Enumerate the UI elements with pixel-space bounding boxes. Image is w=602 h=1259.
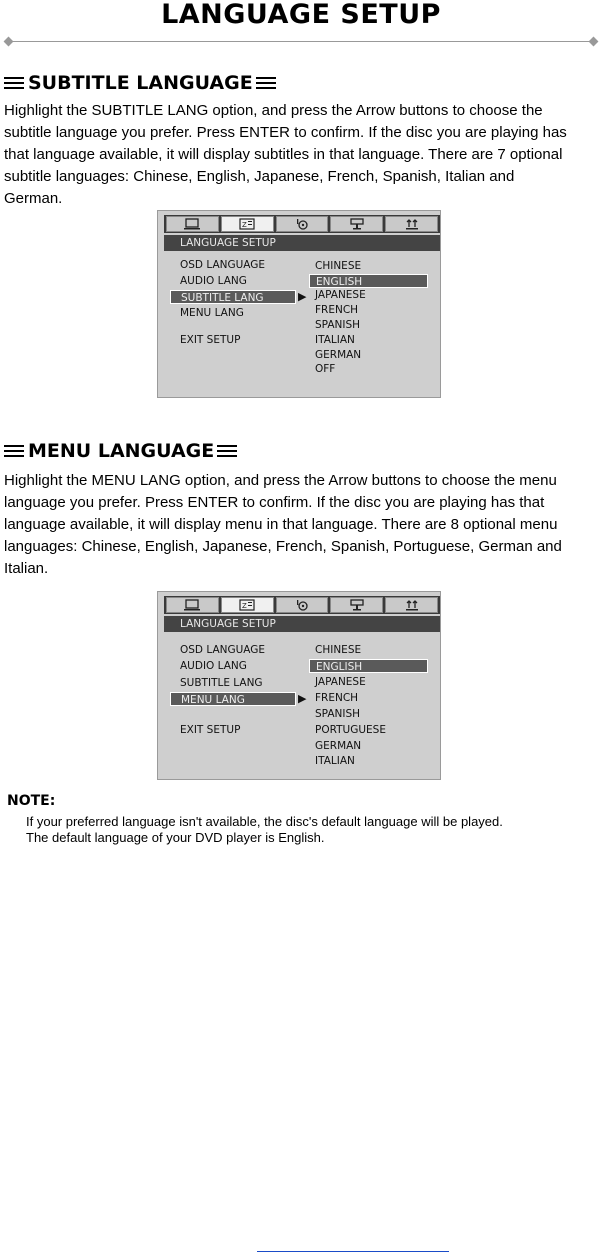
osd-language-option: CHINESE: [315, 260, 362, 272]
osd-language-option: OFF: [315, 363, 336, 375]
osd-menu-item: OSD LANGUAGE: [180, 644, 266, 656]
heading-bars-icon: [4, 77, 24, 89]
osd-menu-item: AUDIO LANG: [180, 660, 247, 672]
osd-language-option: SPANISH: [315, 319, 361, 331]
osd-header: LANGUAGE SETUP: [164, 616, 440, 632]
osd-language-option: SPANISH: [315, 708, 361, 720]
audio-setup-icon: [276, 216, 329, 232]
svg-text:Z: Z: [242, 602, 247, 610]
paragraph-line: Highlight the MENU LANG option, and press the Arrow buttons to choose the menu: [4, 472, 557, 489]
page-title: LANGUAGE SETUP: [161, 0, 441, 30]
video-setup-icon: [330, 216, 383, 232]
svg-text:Z: Z: [242, 221, 247, 229]
note-line: The default language of your DVD player is English.: [26, 830, 325, 845]
osd-language-option: ITALIAN: [315, 755, 355, 767]
osd-menu-item-selected: MENU LANG: [170, 692, 296, 706]
paragraph-line: language you prefer. Press ENTER to confirm. If the disc you are playing has that: [4, 494, 545, 511]
menu-language-heading-text: MENU LANGUAGE: [28, 440, 215, 462]
paragraph-line: language available, it will display menu in that language. There are 8 optional menu: [4, 516, 558, 533]
osd-language-option: JAPANESE: [315, 676, 366, 688]
heading-bars-icon: [4, 445, 24, 457]
osd-language-option: ITALIAN: [315, 334, 355, 346]
osd-menu-item: OSD LANGUAGE: [180, 259, 266, 271]
osd-menu-item: AUDIO LANG: [180, 275, 247, 287]
osd-menu-item-selected: SUBTITLE LANG: [170, 290, 296, 304]
paragraph-line: that language available, it will display subtitles in that language. There are 7 optional: [4, 146, 563, 163]
paragraph-line: subtitle language you prefer. Press ENTER to confirm. If the disc you are playing has: [4, 124, 567, 141]
subtitle-language-heading-text: SUBTITLE LANGUAGE: [28, 72, 253, 94]
diamond-left-icon: [4, 37, 14, 47]
paragraph-line: German.: [4, 190, 63, 207]
footer-link-underline[interactable]: [257, 1251, 449, 1252]
video-setup-icon: [330, 597, 383, 613]
subtitle-language-heading: [4, 72, 276, 94]
osd-language-option: JAPANESE: [315, 289, 366, 301]
paragraph-line: Highlight the SUBTITLE LANG option, and press the Arrow buttons to choose the: [4, 102, 543, 119]
osd-language-option-selected: ENGLISH: [309, 274, 428, 288]
play-arrow-icon: ▶: [298, 692, 307, 705]
subtitle-osd-screenshot: [157, 210, 441, 398]
play-arrow-icon: ▶: [298, 290, 307, 303]
osd-icon-bar: [164, 215, 440, 233]
menu-language-heading: [4, 440, 237, 462]
paragraph-line: subtitle languages: Chinese, English, Japanese, French, Spanish, Italian and: [4, 168, 515, 185]
paragraph-line: languages: Chinese, English, Japanese, French, Spanish, Portuguese, German and: [4, 538, 562, 555]
menu-osd-screenshot: [157, 591, 441, 780]
paragraph-line: Italian.: [4, 560, 49, 577]
general-setup-icon: [166, 597, 219, 613]
note-title: NOTE:: [7, 793, 56, 809]
preference-setup-icon: [385, 216, 438, 232]
osd-menu-item: EXIT SETUP: [180, 724, 241, 736]
osd-menu-item: EXIT SETUP: [180, 334, 241, 346]
title-divider: [4, 36, 598, 48]
osd-menu-item: MENU LANG: [180, 307, 244, 319]
osd-language-option: GERMAN: [315, 349, 362, 361]
preference-setup-icon: [385, 597, 438, 613]
osd-language-option: FRENCH: [315, 692, 359, 704]
osd-language-option: CHINESE: [315, 644, 362, 656]
osd-language-option: PORTUGUESE: [315, 724, 386, 736]
menu-language-paragraph: [4, 470, 600, 580]
diamond-right-icon: [589, 37, 599, 47]
osd-language-option-selected: ENGLISH: [309, 659, 428, 673]
note-text: [26, 814, 596, 846]
osd-header: LANGUAGE SETUP: [164, 235, 440, 251]
osd-language-option: FRENCH: [315, 304, 359, 316]
note-line: If your preferred language isn't available, the disc's default language will be played.: [26, 814, 503, 829]
heading-bars-icon: [256, 77, 276, 89]
audio-setup-icon: [276, 597, 329, 613]
osd-icon-bar: [164, 596, 440, 614]
language-setup-icon: [221, 597, 274, 613]
language-setup-icon: [221, 216, 274, 232]
subtitle-language-paragraph: [4, 100, 600, 210]
heading-bars-icon: [217, 445, 237, 457]
general-setup-icon: [166, 216, 219, 232]
osd-menu-item: SUBTITLE LANG: [180, 677, 263, 689]
osd-language-option: GERMAN: [315, 740, 362, 752]
